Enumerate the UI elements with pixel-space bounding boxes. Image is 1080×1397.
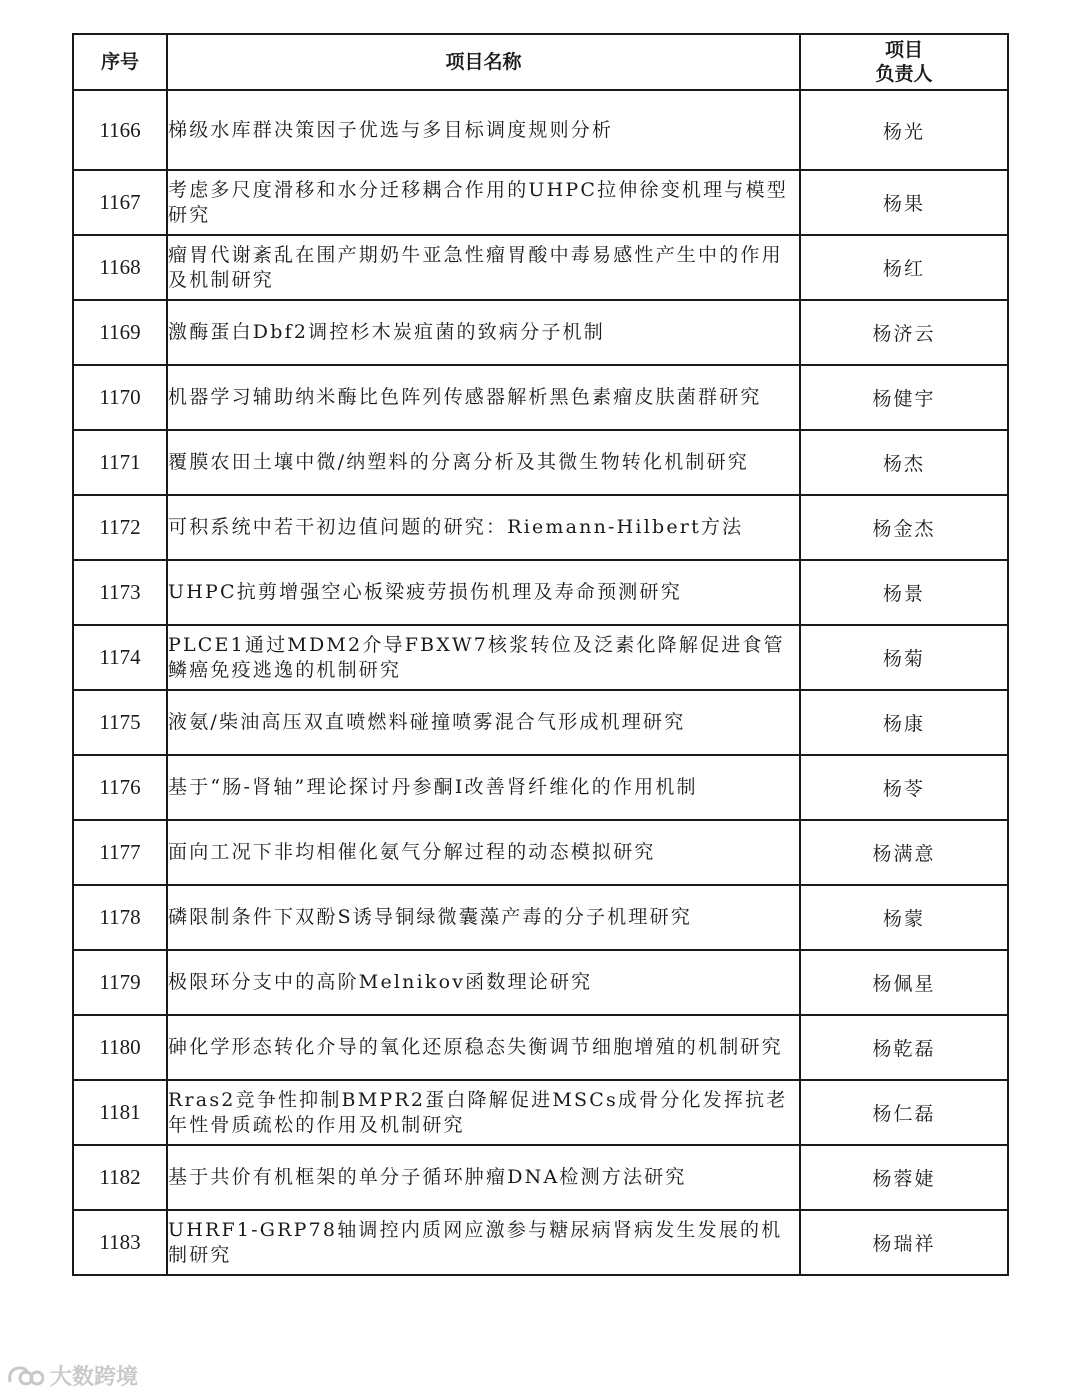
row-project-leader: 杨健宇 <box>800 365 1008 430</box>
header-serial-number: 序号 <box>73 34 167 90</box>
watermark-text: 大数跨境 <box>50 1365 139 1390</box>
table-row <box>73 950 1008 1015</box>
row-project-leader: 杨苓 <box>800 755 1008 820</box>
row-project-leader: 杨杰 <box>800 430 1008 495</box>
table-row <box>73 755 1008 820</box>
header-project-leader <box>800 34 1008 90</box>
row-project-leader: 杨果 <box>800 170 1008 235</box>
row-project-leader: 杨康 <box>800 690 1008 755</box>
row-project-leader: 杨蒙 <box>800 885 1008 950</box>
row-serial-number: 1175 <box>73 690 167 755</box>
row-serial-number: 1170 <box>73 365 167 430</box>
table-row <box>73 90 1008 170</box>
row-serial-number: 1172 <box>73 495 167 560</box>
table-row <box>73 690 1008 755</box>
table-row <box>73 235 1008 300</box>
row-serial-number: 1169 <box>73 300 167 365</box>
row-project-leader: 杨瑞祥 <box>800 1210 1008 1275</box>
row-project-leader: 杨满意 <box>800 820 1008 885</box>
row-project-leader: 杨景 <box>800 560 1008 625</box>
row-serial-number: 1168 <box>73 235 167 300</box>
row-serial-number: 1180 <box>73 1015 167 1080</box>
header-project-name: 项目名称 <box>167 34 800 90</box>
table-row <box>73 430 1008 495</box>
row-project-name: 激酶蛋白Dbf2调控杉木炭疽菌的致病分子机制 <box>167 300 800 365</box>
row-project-name: 考虑多尺度滑移和水分迁移耦合作用的UHPC拉伸徐变机理与模型研究 <box>167 170 800 235</box>
row-project-name: 机器学习辅助纳米酶比色阵列传感器解析黑色素瘤皮肤菌群研究 <box>167 365 800 430</box>
row-serial-number: 1182 <box>73 1145 167 1210</box>
row-project-leader: 杨仁磊 <box>800 1080 1008 1145</box>
row-project-name: 基于“肠-肾轴”理论探讨丹参酮I改善肾纤维化的作用机制 <box>167 755 800 820</box>
row-serial-number: 1166 <box>73 90 167 170</box>
row-serial-number: 1181 <box>73 1080 167 1145</box>
row-serial-number: 1174 <box>73 625 167 690</box>
table-row <box>73 625 1008 690</box>
table-row <box>73 885 1008 950</box>
row-project-name: 面向工况下非均相催化氨气分解过程的动态模拟研究 <box>167 820 800 885</box>
row-serial-number: 1176 <box>73 755 167 820</box>
row-project-name: 基于共价有机框架的单分子循环肿瘤DNA检测方法研究 <box>167 1145 800 1210</box>
table-header-row <box>73 34 1008 90</box>
row-project-leader: 杨济云 <box>800 300 1008 365</box>
row-project-name: Rras2竞争性抑制BMPR2蛋白降解促进MSCs成骨分化发挥抗老年性骨质疏松的作用及机制研究 <box>167 1080 800 1145</box>
row-project-name: 梯级水库群决策因子优选与多目标调度规则分析 <box>167 90 800 170</box>
row-project-leader: 杨金杰 <box>800 495 1008 560</box>
row-project-name: 极限环分支中的高阶Melnikov函数理论研究 <box>167 950 800 1015</box>
row-serial-number: 1179 <box>73 950 167 1015</box>
project-table <box>72 33 1009 1276</box>
row-serial-number: 1173 <box>73 560 167 625</box>
row-project-leader: 杨光 <box>800 90 1008 170</box>
table-row <box>73 495 1008 560</box>
row-project-leader: 杨菊 <box>800 625 1008 690</box>
row-project-name: UHRF1-GRP78轴调控内质网应激参与糖尿病肾病发生发展的机制研究 <box>167 1210 800 1275</box>
row-serial-number: 1183 <box>73 1210 167 1275</box>
row-serial-number: 1178 <box>73 885 167 950</box>
row-project-name: 可积系统中若干初边值问题的研究：Riemann-Hilbert方法 <box>167 495 800 560</box>
table-row <box>73 170 1008 235</box>
table-row <box>73 1080 1008 1145</box>
row-project-leader: 杨乾磊 <box>800 1015 1008 1080</box>
table-row <box>73 1145 1008 1210</box>
row-project-name: 瘤胃代谢紊乱在围产期奶牛亚急性瘤胃酸中毒易感性产生中的作用及机制研究 <box>167 235 800 300</box>
table-row <box>73 1210 1008 1275</box>
table-row <box>73 560 1008 625</box>
row-project-leader: 杨蓉婕 <box>800 1145 1008 1210</box>
row-project-name: PLCE1通过MDM2介导FBXW7核浆转位及泛素化降解促进食管鳞癌免疫逃逸的机制研究 <box>167 625 800 690</box>
row-serial-number: 1177 <box>73 820 167 885</box>
table-row <box>73 820 1008 885</box>
row-serial-number: 1167 <box>73 170 167 235</box>
row-project-name: 砷化学形态转化介导的氧化还原稳态失衡调节细胞增殖的机制研究 <box>167 1015 800 1080</box>
brand-logo-icon <box>6 1364 44 1388</box>
row-project-name: 液氨/柴油高压双直喷燃料碰撞喷雾混合气形成机理研究 <box>167 690 800 755</box>
row-project-name: 磷限制条件下双酚S诱导铜绿微囊藻产毒的分子机理研究 <box>167 885 800 950</box>
row-project-name: 覆膜农田土壤中微/纳塑料的分离分析及其微生物转化机制研究 <box>167 430 800 495</box>
table-row <box>73 1015 1008 1080</box>
header-leader-line2: 负责人 <box>875 63 933 85</box>
row-project-name: UHPC抗剪增强空心板梁疲劳损伤机理及寿命预测研究 <box>167 560 800 625</box>
table-row <box>73 300 1008 365</box>
row-serial-number: 1171 <box>73 430 167 495</box>
watermark <box>6 1360 138 1391</box>
table-row <box>73 365 1008 430</box>
row-project-leader: 杨红 <box>800 235 1008 300</box>
row-project-leader: 杨佩星 <box>800 950 1008 1015</box>
header-leader-line1: 项目 <box>884 39 923 61</box>
table-body <box>73 90 1008 1275</box>
